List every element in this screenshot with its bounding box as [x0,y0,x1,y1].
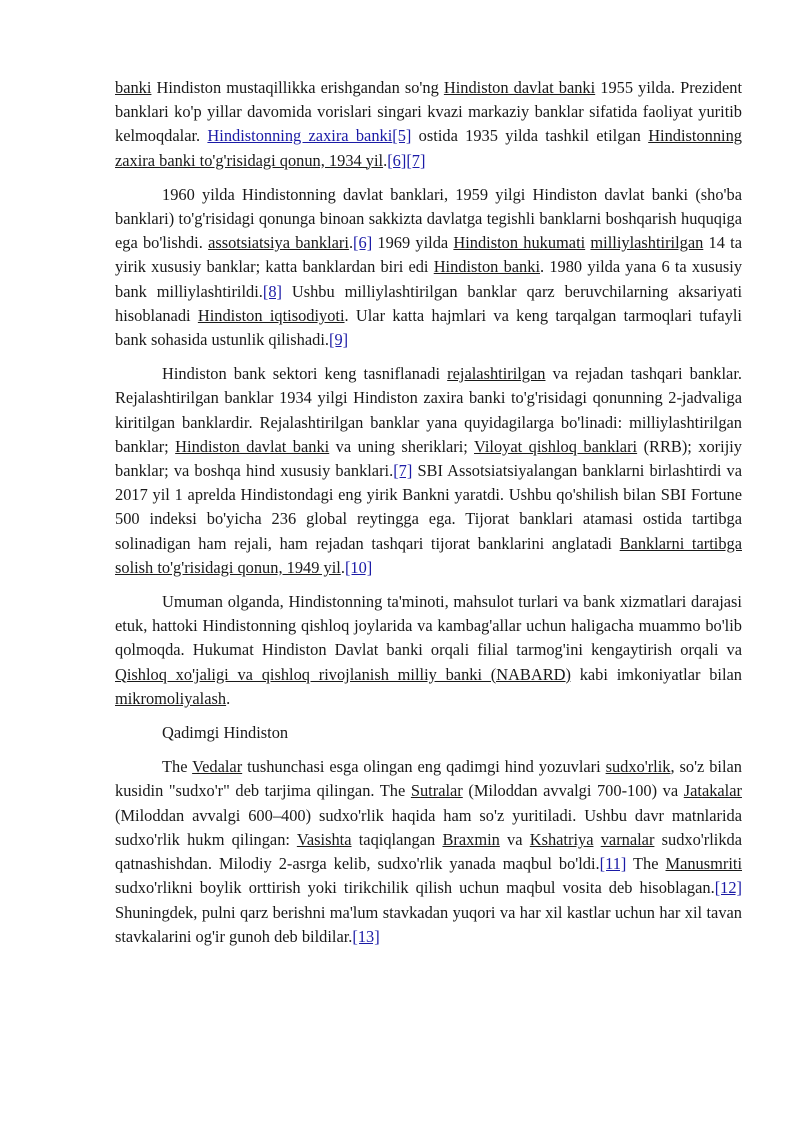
text-run: SBI Assotsiatsiyalangan banklarni birlashtirdi va 2017 yil 1 aprelda Hindistondagi eng yirik Bankni yaratdi. Ushbu qo'shilish bilan SBI Fortune 500 indeksi bo'yicha 236 global reytingga ega. Tijorat banklari atamasi ostida tartibga solinadigan ham rejali, ham rejadan tashqari tijorat banklarini anglatadi [115,461,742,553]
paragraph [115,183,742,352]
section-heading [115,721,742,745]
citation-link[interactable]: [7] [393,461,413,481]
citation-link[interactable]: [11] [599,854,627,874]
wiki-link[interactable]: Hindistonning zaxira banki to'g'risidagi qonun, 1934 yil [115,126,742,170]
wiki-link[interactable]: milliylashtirilgan [590,233,704,253]
citation-link[interactable]: [6] [353,233,373,253]
text-run: (RRB); xorijiy banklar; va boshqa hind xususiy banklari. [115,436,743,481]
text-run: sudxo'rlikni boylik orttirish yoki tirikchilik qilish uchun maqbul vosita deb hisoblagan. [115,878,715,898]
paragraph [115,755,742,949]
text-run: Hindiston bank sektori keng tasniflanadi [162,364,448,384]
text-run: sudxo'rlikda qatnashishdan. Milodiy 2-asrga kelib, sudxo'rlik yanada maqbul bo'ldi. [115,829,742,874]
text-run: . [226,688,231,708]
text-run: va uning sheriklari; [329,436,475,456]
citation-link[interactable]: [13] [352,926,380,946]
text-run: The [162,757,193,777]
wiki-link[interactable]: rejalashtirilgan [447,364,546,384]
text-run: . [383,150,388,170]
text-run: . Ular katta hajmlari va keng tarqalgan tarmoqlari tufayli bank sohasida ustunlik qilishadi. [115,305,742,350]
text-run: va rejadan tashqari banklar. Rejalashtirilgan banklar 1934 yilgi Hindiston zaxira banki to'g'risidagi qonunning 2-jadvaliga kiritilgan banklardir. Rejalashtirilgan banklar yana quyidagilarga bo'linadi: milliylashtirilgan banklar; [115,364,742,456]
citation-link[interactable]: [12] [714,878,742,898]
text-run: (Miloddan avvalgi 700-100) va [462,781,684,801]
wiki-link[interactable]: sudxo'rlik [605,757,671,777]
text-run: tushunchasi esga olingan eng qadimgi hind yozuvlari [242,757,606,777]
text-run: . [340,557,345,577]
wiki-link[interactable]: Hindiston davlat banki [175,436,330,456]
wiki-link[interactable]: Manusmriti [665,854,743,874]
wiki-link[interactable]: Hindistonning zaxira banki [207,126,393,146]
wiki-link[interactable]: Hindiston iqtisodiyoti [197,305,345,325]
text-run: 1960 yilda Hindistonning davlat banklari, 1959 yilgi Hindiston davlat banki (sho'ba banklari) to'g'risidagi qonunga binoan sakkizta davlatga tegishli banklarni boshqarish huquqiga ega bo'lishdi. [115,184,742,253]
wiki-link[interactable]: varnalar [600,829,655,849]
citation-link[interactable]: [8] [262,281,282,301]
text-run: The [626,854,666,874]
text-run: Qadimgi Hindiston [162,723,289,743]
text-run: (Miloddan avvalgi 600–400) sudxo'rlik haqida ham so'z yuritiladi. Ushbu davr matnlarida sudxo'rlik hukm qilingan: [115,805,742,849]
citation-link[interactable]: [5] [392,126,412,146]
text-run: kabi imkoniyatlar bilan [570,664,742,684]
wiki-link[interactable]: Hindiston hukumati [453,233,586,253]
text-run: . [348,233,354,253]
wiki-link[interactable]: Qishloq xo'jaligi va qishloq rivojlanish milliy banki (NABARD) [115,664,571,684]
wiki-link[interactable]: Braxmin [442,829,500,849]
wiki-link[interactable]: Vasishta [296,829,352,849]
text-run [593,830,600,849]
text-run: Umuman olganda, Hindistonning ta'minoti, mahsulot turlari va bank xizmatlari darajasi etuk, hattoki Hindistonning qishloq joylarida va kambag'allar uchun haligacha muammo bo'lib qolmoqda. Hukumat Hindiston Davlat banki orqali filial tarmog'ini kengaytirish orqali va [115,592,742,660]
wiki-link[interactable]: mikromoliyalash [115,688,227,708]
wiki-link[interactable]: banki [115,78,152,97]
wiki-link[interactable]: Hindiston davlat banki [443,78,596,97]
wiki-link[interactable]: assotsiatsiya banklari [208,233,349,253]
text-run: va [499,829,530,849]
text-run: taqiqlangan [351,829,443,849]
wiki-link[interactable]: Sutralar [410,781,463,801]
text-run: 14 ta yirik xususiy banklar; katta banklardan biri edi [115,233,742,277]
text-run: 1969 yilda [372,233,454,253]
text-run: 1955 yilda. Prezident banklari ko'p yillar davomida vorislari singari kvazi markaziy banklar sifatida faoliyat yuritib kelmoqdalar. [115,78,743,146]
wiki-link[interactable]: Viloyat qishloq banklari [474,436,638,456]
text-run: . 1980 yilda yana 6 ta xususiy bank milliylashtirildi. [115,257,743,301]
text-run: ostida 1935 yilda tashkil etilgan [411,126,649,146]
text-run: Hindiston mustaqillikka erishgandan so'ng [151,78,444,97]
citation-link[interactable]: [7] [406,150,426,170]
wiki-link[interactable]: Hindiston banki [433,257,541,277]
wiki-link[interactable]: Banklarni tartibga solish to'g'risidagi qonun, 1949 yil [115,533,742,577]
document-page [115,76,742,959]
text-run: Shuningdek, pulni qarz berishni ma'lum stavkadan yuqori va har xil kastlar uchun har xil tavan stavkalarini og'ir gunoh deb bildilar. [115,902,742,946]
wiki-link[interactable]: Jatakalar [683,781,742,801]
text-run: Ushbu milliylashtirilgan banklar qarz beruvchilarning aksariyati hisoblanadi [115,281,742,325]
citation-link[interactable]: [9] [328,330,349,350]
citation-link[interactable]: [6] [387,150,407,170]
paragraph [115,76,742,173]
paragraph [115,362,742,580]
wiki-link[interactable]: Vedalar [192,757,243,777]
citation-link[interactable]: [10] [344,557,373,577]
text-run: , so'z bilan kusidin "sudxo'r" deb tarjima qilingan. The [115,757,742,801]
paragraph [115,590,742,711]
wiki-link[interactable]: Kshatriya [529,829,594,849]
